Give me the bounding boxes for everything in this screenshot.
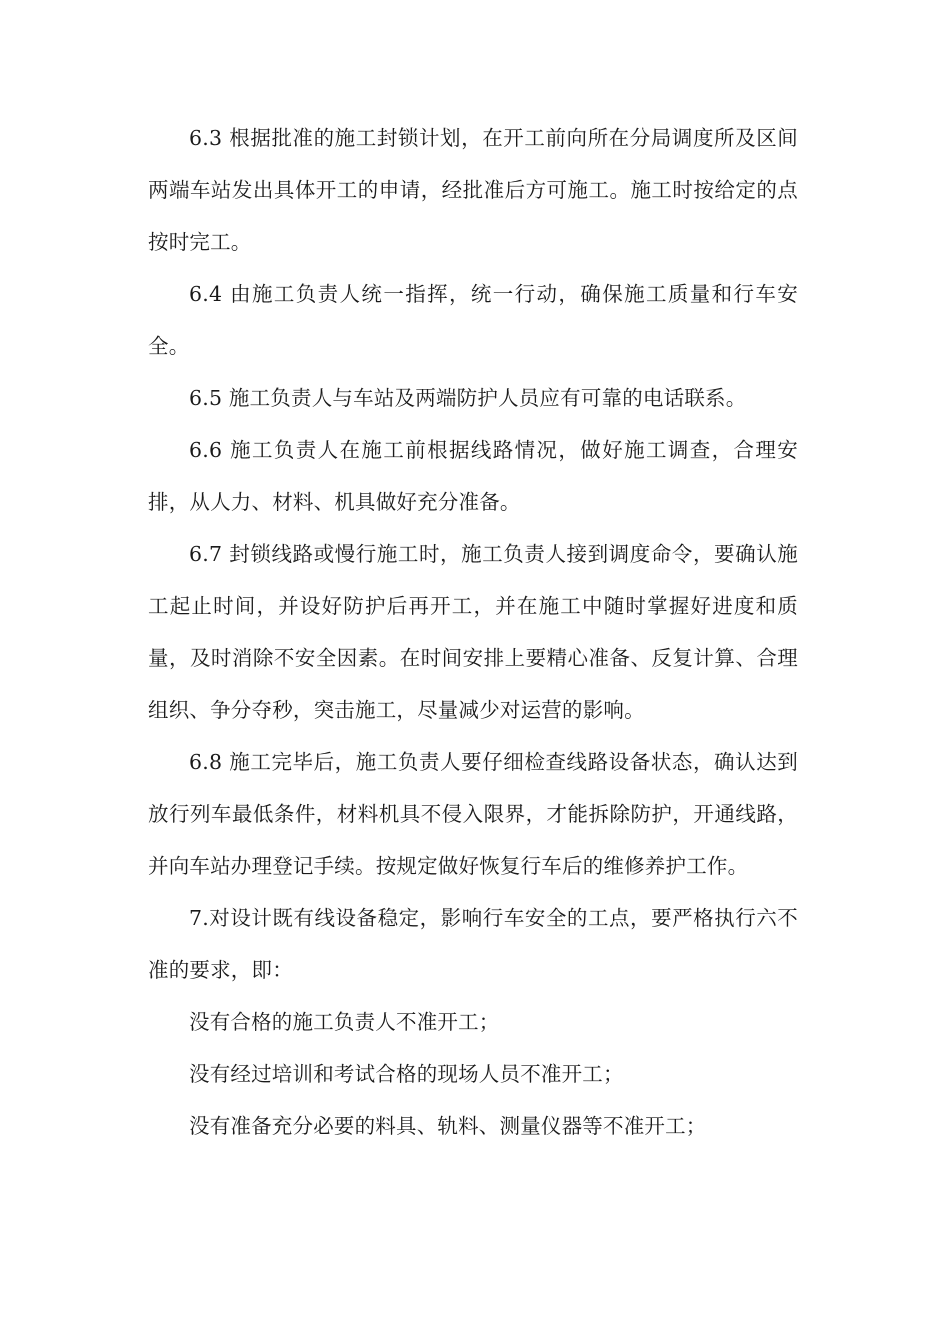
- paragraph-7: 7.对设计既有线设备稳定，影响行车安全的工点，要严格执行六不准的要求，即：: [148, 906, 798, 982]
- paragraph-6-4: 6.4 由施工负责人统一指挥，统一行动，确保施工质量和行车安全。: [148, 282, 798, 358]
- document-body: [148, 112, 798, 1152]
- rule-item-2: 没有经过培训和考试合格的现场人员不准开工；: [189, 1062, 624, 1086]
- paragraph-6-5: 6.5 施工负责人与车站及两端防护人员应有可靠的电话联系。: [189, 386, 747, 410]
- paragraph-6-6: 6.6 施工负责人在施工前根据线路情况，做好施工调查，合理安排，从人力、材料、机具做好充分准备。: [148, 438, 798, 514]
- rule-item-1: 没有合格的施工负责人不准开工；: [189, 1010, 500, 1034]
- rule-item-3: 没有准备充分必要的料具、轨料、测量仪器等不准开工；: [189, 1114, 707, 1138]
- paragraph-6-8: 6.8 施工完毕后，施工负责人要仔细检查线路设备状态，确认达到放行列车最低条件，材料机具不侵入限界，才能拆除防护，开通线路，并向车站办理登记手续。按规定做好恢复行车后的维修养护工作。: [148, 750, 798, 878]
- paragraph-6-3: 6.3 根据批准的施工封锁计划，在开工前向所在分局调度所及区间两端车站发出具体开工的申请，经批准后方可施工。施工时按给定的点按时完工。: [148, 126, 798, 254]
- paragraph-6-7: 6.7 封锁线路或慢行施工时，施工负责人接到调度命令，要确认施工起止时间，并设好防护后再开工，并在施工中随时掌握好进度和质量，及时消除不安全因素。在时间安排上要精心准备、反复计算、合理组织、争分夺秒，突击施工，尽量减少对运营的影响。: [148, 542, 798, 722]
